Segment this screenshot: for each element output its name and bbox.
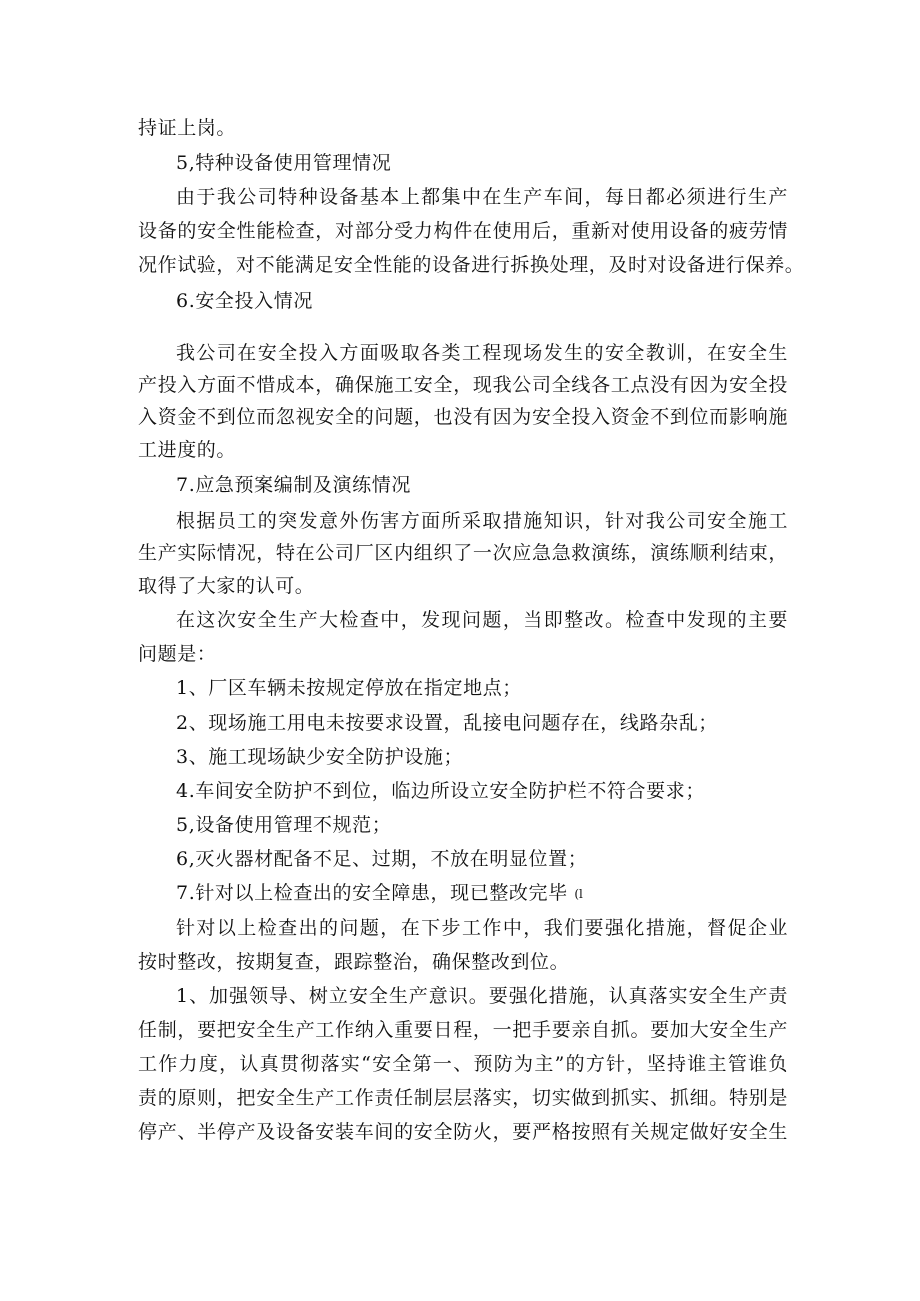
text-line-4: 设备的安全性能检查，对部分受力构件在使用后，重新对使用设备的疲劳情 — [138, 220, 788, 242]
issue-item-5: 5,设备使用管理不规范； — [176, 814, 392, 836]
text-line-14: 取得了大家的认可。 — [138, 575, 315, 597]
issue-item-7-text: 7.针对以上检查出的安全障患，现已整改完毕 — [176, 882, 568, 904]
text-line-8: 产投入方面不惜成本，确保施工安全，现我公司全线各工点没有因为安全投 — [138, 374, 788, 396]
text-line-30: 停产、半停产及设备安装车间的安全防火，要严格按照有关规定做好安全生 — [138, 1121, 788, 1143]
text-line-15: 在这次安全生产大检查中，发现问题，当即整改。检查中发现的主要 — [176, 609, 788, 631]
issue-item-6: 6,灭火器材配备不足、过期，不放在明显位置； — [176, 848, 588, 870]
text-line-28: 工作力度，认真贯彻落实“安全第一、预防为主”的方针，坚持谁主管谁负 — [138, 1053, 788, 1075]
section-heading-6: 6.安全投入情况 — [176, 290, 313, 312]
text-line-16: 问题是： — [138, 643, 217, 665]
text-line-10: 工进度的。 — [138, 439, 237, 461]
trailing-mark: (l — [574, 887, 583, 901]
issue-item-4: 4.车间安全防护不到位，临边所设立安全防护栏不符合要求； — [176, 780, 705, 802]
text-line-24: 针对以上检查出的问题，在下步工作中，我们要强化措施，督促企业 — [176, 917, 788, 939]
issue-item-2: 2、现场施工用电未按要求设置，乱接电问题存在，线路杂乱； — [176, 712, 718, 734]
text-line-3: 由于我公司特种设备基本上都集中在生产车间，每日都必须进行生产 — [176, 186, 788, 208]
issue-item-1: 1、厂区车辆未按规定停放在指定地点； — [176, 677, 522, 699]
text-line-25: 按时整改，按期复查，跟踪整治，确保整改到位。 — [138, 951, 570, 973]
text-line-1: 持证上岗。 — [138, 117, 237, 139]
section-heading-5: 5,特种设备使用管理情况 — [176, 152, 392, 174]
text-line-27: 任制，要把安全生产工作纳入重要日程，一把手要亲自抓。要加大安全生产 — [138, 1019, 788, 1041]
text-line-13: 生产实际情况，特在公司厂区内组织了一次应急急救演练，演练顺利结束， — [138, 542, 788, 564]
text-line-7: 我公司在安全投入方面吸取各类工程现场发生的安全教训，在安全生 — [176, 342, 788, 364]
text-line-9: 入资金不到位而忽视安全的问题，也没有因为安全投入资金不到位而影响施 — [138, 406, 788, 428]
text-line-12: 根据员工的突发意外伤害方面所采取措施知识，针对我公司安全施工 — [176, 510, 788, 532]
section-heading-7: 7.应急预案编制及演练情况 — [176, 474, 411, 496]
issue-item-7 — [176, 881, 583, 906]
measure-item-1: 1、加强领导、树立安全生产意识。要强化措施，认真落实安全生产责 — [176, 985, 788, 1007]
text-line-5: 况作试验，对不能满足安全性能的设备进行拆换处理，及时对设备进行保养。 — [138, 254, 805, 276]
issue-item-3: 3、施工现场缺少安全防护设施； — [176, 746, 464, 768]
text-line-29: 责的原则，把安全生产工作责任制层层落实，切实做到抓实、抓细。特别是 — [138, 1087, 788, 1109]
